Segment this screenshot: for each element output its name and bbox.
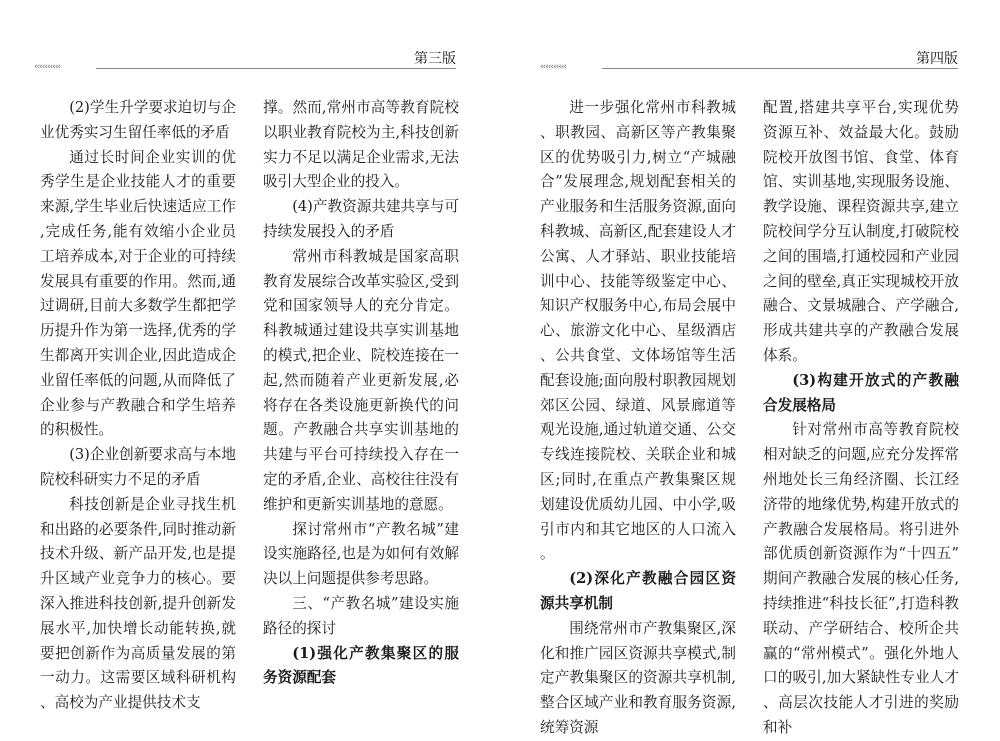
subheading: (1)强化产教集聚区的服务资源配套 [263, 644, 459, 687]
paragraph: 科技创新是企业寻找生机和出路的必要条件,同时推动新技术升级、新产品开发,也是提升区域产业竞争力的核心。要深入推进科技创新,提升创新发展水平,加快增长动能转换,就要把创新作为高质量发展的第一动力。这需要区域科研机构、高校为产业提供技术支 [40, 495, 236, 712]
page-label: 第四版 [912, 48, 958, 68]
page-four [500, 0, 1000, 736]
paragraph: 探讨常州市“产教名城”建设实施路径,也是为如何有效解决以上问题提供参考思路。 [263, 520, 459, 588]
page-header [34, 48, 456, 74]
chevron-ornament-icon: ‹‹‹‹‹‹‹‹‹‹ [34, 62, 60, 72]
paragraph-continued: 配置,搭建共享平台,实现优势资源互补、效益最大化。鼓励院校开放图书馆、食堂、体育馆、实训基地,实现服务设施、教学设施、课程资源共享,建立院校间学分互认制度,打破院校之间的围墙,打通校园和产业园之间的壁垒,真正实现城校开放融合、文景城融合、产学融合,形成共建共享的产教融合发展体系。 [763, 99, 959, 364]
paragraph: 常州市科教城是国家高职教育发展综合改革实验区,受到党和国家领导人的充分肯定。科教城通过建设共享实训基地的模式,把企业、院校连接在一起,然而随着产业更新发展,必将存在各类设施更新换代的问题。产教融合共享实训基地的共建与平台可持续投入存在一定的矛盾,企业、高校往往没有维护和更新实训基地的意愿。 [263, 247, 459, 513]
subheading: (2)学生升学要求迫切与企业优秀实习生留任率低的矛盾 [40, 99, 236, 141]
paragraph-continued: 撑。然而,常州市高等教育院校以职业教育院校为主,科技创新实力不足以满足企业需求,无法吸引大型企业的投入。 [263, 99, 459, 191]
header-rule [96, 68, 456, 69]
chevron-ornament-icon: ‹‹‹‹‹‹‹‹‹‹ [540, 62, 566, 72]
page-header [540, 48, 958, 74]
subheading: (4)产教资源共建共享与可持续发展投入的矛盾 [263, 198, 459, 240]
text-column-1 [40, 96, 236, 716]
text-column-2 [263, 96, 459, 691]
paragraph: 进一步强化常州市科教城、职教园、高新区等产教集聚区的优势吸引力,树立“产城融合”发展理念,规划配套相关的产业服务和生活服务资源,面向科教城、高新区,配套建设人才公寓、人才驿站、职业技能培训中心、技能等级鉴定中心、知识产权服务中心,布局会展中心、旅游文化中心、星级酒店、公共食堂、文体场馆等生活配套设施;面向殷村职教园规划郊区公园、绿道、风景廊道等观光设施,通过轨道交通、公交专线连接院校、关联企业和城区;同时,在重点产教集聚区规划建设优质幼儿园、中小学,吸引市内和其它地区的人口流入。 [540, 99, 736, 563]
header-rule [602, 68, 958, 69]
page-label: 第三版 [410, 48, 456, 68]
page-three [0, 0, 500, 718]
text-column-1 [540, 96, 736, 741]
paragraph: 针对常州市高等教育院校相对缺乏的问题,应充分发挥常州地处长三角经济圈、长江经济带的地缘优势,构建开放式的产教融合发展格局。将引进外部优质创新资源作为“十四五”期间产教融合发展的核心任务,持续推进“科技长征”,打造科教联动、产学研结合、校所企共赢的“常州模式”。强化外地人口的吸引,加大紧缺性专业人才、高层次技能人才引进的奖励和补 [763, 421, 959, 736]
paragraph: 围绕常州市产教集聚区,深化和推广园区资源共享模式,制定产教集聚区的资源共享机制,整合区域产业和教育服务资源,统筹资源 [540, 619, 736, 736]
subheading: (2)深化产教融合园区资源共享机制 [540, 570, 736, 612]
text-column-2 [763, 96, 959, 741]
subheading: (3)构建开放式的产教融合发展格局 [763, 371, 959, 414]
paragraph: 通过长时间企业实训的优秀学生是企业技能人才的重要来源,学生毕业后快速适应工作,完成任务,能有效缩小企业员工培养成本,对于企业的可持续发展具有重要的作用。然而,通过调研,目前大多数学生都把学历提升作为第一选择,优秀的学生都离开实训企业,因此造成企业留任率低的问题,从而降低了企业参与产教融合和学生培养的积极性。 [40, 148, 236, 439]
section-heading: 三、“产教名城”建设实施路径的探讨 [263, 594, 459, 637]
subheading: (3)企业创新要求高与本地院校科研实力不足的矛盾 [40, 446, 236, 488]
